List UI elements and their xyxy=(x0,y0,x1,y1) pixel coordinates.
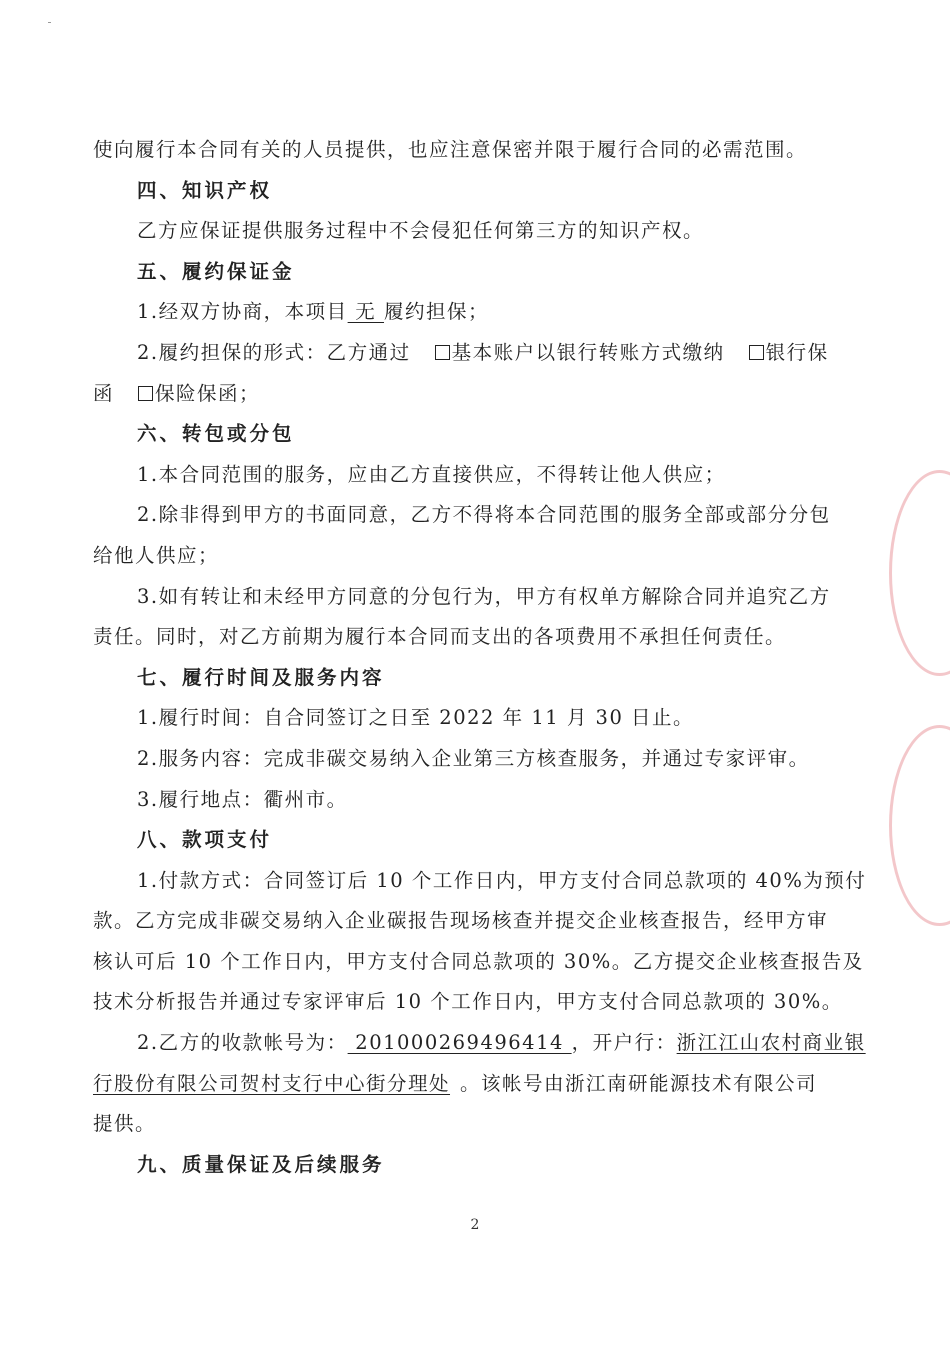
paragraph-line xyxy=(93,1023,866,1064)
red-seal-stamp xyxy=(889,725,950,926)
paragraph-line xyxy=(93,374,843,415)
paragraph-line: 3.如有转让和未经甲方同意的分包行为，甲方有权单方解除合同并追究乙方 xyxy=(137,584,831,608)
bank-name: 行股份有限公司贺村支行中心街分理处 xyxy=(93,1071,451,1095)
contract-body xyxy=(93,130,867,1185)
clause-text: 1.经双方协商，本项目 xyxy=(137,300,348,324)
paragraph-line: 1.履行时间：自合同签订之日至 2022 年 11 月 30 日止。 xyxy=(137,706,695,730)
clause-text: 函 xyxy=(93,381,115,405)
option-label: 保险保函； xyxy=(155,381,261,405)
checkbox-icon xyxy=(435,345,450,360)
checkbox-icon xyxy=(138,386,153,401)
section-heading-subcontract: 六、转包或分包 xyxy=(137,422,295,446)
section-heading-payment: 八、款项支付 xyxy=(137,828,273,852)
clause-text: 2.履约担保的形式：乙方通过 xyxy=(137,340,411,364)
section-heading-ip: 四、知识产权 xyxy=(137,178,273,202)
page-number: 2 xyxy=(470,1217,480,1233)
paragraph-line: 技术分析报告并通过专家评审后 10 个工作日内，甲方支付合同总款项的 30%。 xyxy=(93,990,843,1014)
option-label: 基本账户以银行转账方式缴纳 xyxy=(451,340,725,364)
bank-name: 浙江江山农村商业银 xyxy=(676,1031,866,1055)
section-heading-warranty: 九、质量保证及后续服务 xyxy=(137,1152,385,1176)
filled-blank: 无 xyxy=(347,300,385,324)
paragraph-line xyxy=(93,292,843,333)
paragraph-line: 使向履行本合同有关的人员提供，也应注意保密并限于履行合同的必需范围。 xyxy=(93,138,808,161)
option-label: 银行保 xyxy=(765,340,829,364)
paragraph-line: 3.履行地点：衢州市。 xyxy=(137,787,348,811)
clause-text: 2.乙方的收款帐号为： xyxy=(137,1031,348,1055)
red-seal-stamp xyxy=(889,470,950,676)
scan-mark xyxy=(48,22,51,23)
section-heading-schedule: 七、履行时间及服务内容 xyxy=(137,665,385,689)
paragraph-line: 2.服务内容：完成非碳交易纳入企业第三方核查服务，并通过专家评审。 xyxy=(137,746,810,770)
clause-text: 履约担保； xyxy=(384,300,490,324)
paragraph-line xyxy=(93,1064,843,1105)
paragraph-line: 1.付款方式：合同签订后 10 个工作日内，甲方支付合同总款项的 40%为预付 xyxy=(137,868,867,892)
paragraph-line xyxy=(93,333,843,374)
account-number: 201000269496414 xyxy=(347,1031,572,1055)
clause-text: 。该帐号由浙江南研能源技术有限公司 xyxy=(460,1071,818,1095)
clause-text: ，开户行： xyxy=(571,1031,677,1055)
paragraph-line: 乙方应保证提供服务过程中不会侵犯任何第三方的知识产权。 xyxy=(137,219,705,243)
paragraph-line: 1.本合同范围的服务，应由乙方直接供应，不得转让他人供应； xyxy=(137,462,726,486)
paragraph-line: 责任。同时，对乙方前期为履行本合同而支出的各项费用不承担任何责任。 xyxy=(93,625,787,649)
paragraph-line: 核认可后 10 个工作日内，甲方支付合同总款项的 30%。乙方提交企业核查报告及 xyxy=(93,949,864,973)
section-heading-deposit: 五、履约保证金 xyxy=(137,259,295,283)
paragraph-line: 提供。 xyxy=(93,1112,157,1136)
paragraph-line: 给他人供应； xyxy=(93,543,220,567)
paragraph-line: 2.除非得到甲方的书面同意，乙方不得将本合同范围的服务全部或部分分包 xyxy=(137,503,831,527)
checkbox-icon xyxy=(749,345,764,360)
paragraph-line: 款。乙方完成非碳交易纳入企业碳报告现场核查并提交企业核查报告，经甲方审 xyxy=(93,909,829,933)
